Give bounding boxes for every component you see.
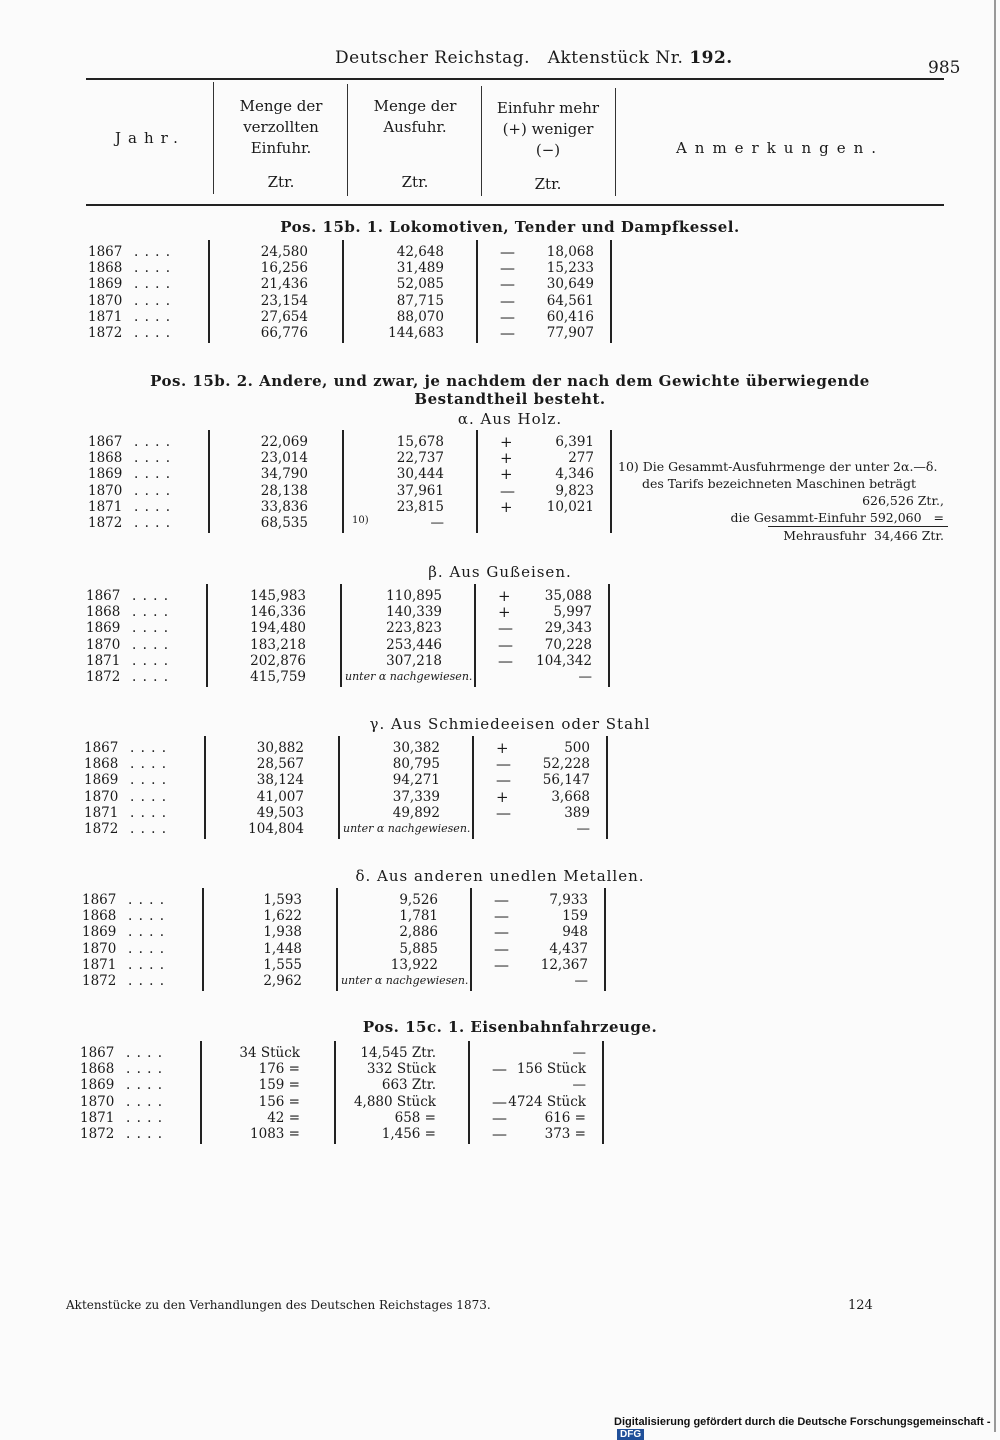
import-cell: 49,503: [256, 804, 304, 821]
year-cell: 1867: [88, 434, 123, 450]
table-row: [0, 483, 1000, 499]
year-cell: 1870: [82, 940, 117, 957]
scan-edge: [994, 0, 996, 1432]
section-heading-15c1: Pos. 15c. 1. Eisenbahnfahrzeuge.: [362, 1018, 658, 1036]
year-cell: 1868: [80, 1061, 115, 1078]
difference-cell: 35,088: [544, 588, 592, 604]
year-cell: 1868: [86, 604, 121, 621]
running-head: [0, 48, 1000, 78]
export-cell: 23,815: [396, 498, 444, 515]
leader-dots: . . . .: [134, 515, 172, 531]
export-cell: 42,648: [396, 244, 444, 260]
import-cell: 159 =: [258, 1077, 300, 1094]
col-year-header: Jahr.: [115, 129, 185, 147]
header-bottom-rule: [86, 204, 944, 206]
export-cell: 88,070: [396, 308, 444, 325]
year-cell: 1872: [80, 1126, 115, 1142]
leader-dots: . . . .: [134, 260, 172, 277]
leader-dots: . . . .: [130, 756, 168, 773]
footer-left: Aktenstücke zu den Verhandlungen des Deutschen Reichstages 1873.: [66, 1298, 491, 1312]
sign-cell: —: [492, 1108, 507, 1127]
leader-dots: . . . .: [132, 588, 170, 604]
import-cell: 183,218: [250, 636, 306, 653]
import-cell: 194,480: [250, 620, 306, 637]
table-row: [0, 604, 1000, 620]
col-diff-header: Einfuhr mehr (+) weniger (−): [496, 99, 600, 159]
import-cell: 1,593: [263, 892, 302, 908]
table-row: [0, 434, 1000, 450]
year-cell: 1868: [84, 756, 119, 773]
export-cell: 52,085: [396, 276, 444, 293]
import-cell: 34 Stück: [239, 1045, 300, 1061]
export-cell: 15,678: [396, 434, 444, 450]
col-remarks-header: Anmerkungen.: [675, 139, 885, 157]
leader-dots: . . . .: [128, 940, 166, 957]
difference-cell: 52,228: [542, 756, 590, 773]
difference-cell: 15,233: [546, 260, 594, 277]
difference-cell: 389: [564, 804, 590, 821]
difference-cell: 104,342: [536, 652, 592, 669]
leader-dots: . . . .: [130, 740, 168, 756]
year-cell: 1868: [88, 260, 123, 277]
subheading-beta: β. Aus Gußeisen.: [428, 563, 572, 581]
export-cell: 110,895: [386, 588, 442, 604]
sign-cell: —: [498, 651, 513, 670]
leader-dots: . . . .: [126, 1061, 164, 1078]
table-top-rule: [86, 78, 944, 80]
table-row: [0, 450, 1000, 466]
sign-cell: —: [500, 481, 515, 500]
leader-dots: . . . .: [134, 292, 172, 309]
leader-dots: . . . .: [132, 620, 170, 637]
table-row: [0, 244, 1000, 260]
import-cell: 104,804: [248, 821, 304, 837]
leader-dots: . . . .: [134, 308, 172, 325]
import-cell: 66,776: [260, 325, 308, 341]
table-row: [0, 1045, 1000, 1061]
import-cell: 38,124: [256, 772, 304, 789]
import-cell: 1083 =: [250, 1126, 300, 1142]
year-cell: 1871: [88, 498, 123, 515]
year-cell: 1872: [88, 515, 123, 531]
year-cell: 1867: [80, 1045, 115, 1061]
export-cell: 30,382: [392, 740, 440, 756]
leader-dots: . . . .: [126, 1126, 164, 1142]
leader-dots: . . . .: [128, 973, 166, 989]
leader-dots: . . . .: [134, 498, 172, 515]
export-cell: —: [430, 515, 444, 531]
year-cell: 1867: [82, 892, 117, 908]
sign-cell: —: [500, 243, 515, 261]
year-cell: 1870: [88, 482, 123, 499]
table-row: [0, 293, 1000, 309]
year-cell: 1871: [88, 308, 123, 325]
leader-dots: . . . .: [128, 956, 166, 973]
digitization-text: Digitalisierung gefördert durch die Deutsche Forschungsgemeinschaft -: [614, 1416, 991, 1428]
difference-cell: 29,343: [544, 620, 592, 637]
year-cell: 1870: [80, 1093, 115, 1110]
leader-dots: . . . .: [130, 788, 168, 805]
col-export-unit: Ztr.: [401, 173, 429, 191]
year-cell: 1868: [82, 908, 117, 925]
year-cell: 1869: [86, 620, 121, 637]
table-row: [0, 499, 1000, 515]
difference-cell: —: [576, 821, 590, 837]
section-heading-15b1: Pos. 15b. 1. Lokomotiven, Tender und Dampfkessel.: [280, 218, 740, 236]
sign-cell: —: [500, 291, 515, 310]
table-row: [0, 309, 1000, 325]
dfg-logo: DFG: [617, 1429, 644, 1440]
import-cell: 28,567: [256, 756, 304, 773]
sign-cell: +: [500, 433, 513, 451]
footnote-line-2: des Tarifs bezeichneten Maschinen beträgt: [642, 476, 916, 491]
import-cell: 176 =: [258, 1061, 300, 1078]
year-cell: 1872: [86, 669, 121, 685]
year-cell: 1871: [84, 804, 119, 821]
year-cell: 1871: [82, 956, 117, 973]
table-row: [0, 957, 1000, 973]
leader-dots: . . . .: [126, 1045, 164, 1061]
import-cell: 16,256: [260, 260, 308, 277]
import-cell: 145,983: [250, 588, 306, 604]
leader-dots: . . . .: [132, 636, 170, 653]
sign-cell: —: [494, 923, 509, 942]
year-cell: 1871: [80, 1109, 115, 1126]
year-cell: 1872: [88, 325, 123, 341]
table-row: [0, 637, 1000, 653]
table-row: [0, 789, 1000, 805]
export-cell: 31,489: [396, 260, 444, 277]
leader-dots: . . . .: [130, 772, 168, 789]
import-cell: 146,336: [250, 604, 306, 621]
export-cell: 1,456 =: [381, 1126, 436, 1142]
year-cell: 1870: [88, 292, 123, 309]
sign-cell: +: [500, 497, 513, 516]
import-cell: 30,882: [256, 740, 304, 756]
col-import-unit: Ztr.: [267, 173, 295, 191]
header-divider-1: [213, 82, 214, 194]
year-cell: 1870: [86, 636, 121, 653]
sign-cell: —: [500, 324, 515, 342]
leader-dots: . . . .: [130, 804, 168, 821]
export-cell: 332 Stück: [366, 1061, 436, 1078]
sign-cell: +: [496, 787, 509, 806]
table-row: [0, 821, 1000, 837]
export-cell: 22,737: [396, 450, 444, 467]
page-number: 985: [928, 58, 961, 78]
table-row: [0, 1061, 1000, 1077]
difference-cell: 9,823: [555, 482, 594, 499]
difference-cell: 156 Stück: [516, 1061, 586, 1078]
year-cell: 1870: [84, 788, 119, 805]
leader-dots: . . . .: [130, 821, 168, 837]
sign-cell: —: [494, 907, 509, 926]
import-cell: 41,007: [256, 788, 304, 805]
table-row: [0, 620, 1000, 636]
sign-cell: —: [492, 1092, 507, 1111]
difference-cell: 70,228: [544, 636, 592, 653]
export-cell: 87,715: [396, 292, 444, 309]
import-cell: 21,436: [260, 276, 308, 293]
export-cell: unter α nachgewiesen.: [341, 974, 469, 987]
leader-dots: . . . .: [134, 450, 172, 467]
leader-dots: . . . .: [128, 892, 166, 908]
subheading-alpha: α. Aus Holz.: [457, 410, 563, 428]
import-cell: 24,580: [260, 244, 308, 260]
difference-cell: 6,391: [555, 434, 594, 450]
table-row: [0, 669, 1000, 685]
export-cell: 49,892: [392, 804, 440, 821]
year-cell: 1869: [80, 1077, 115, 1094]
export-cell: 4,880 Stück: [353, 1093, 436, 1110]
difference-cell: —: [574, 973, 588, 989]
export-cell: 30,444: [396, 466, 444, 483]
year-cell: 1867: [86, 588, 121, 604]
subheading-delta: δ. Aus anderen unedlen Metallen.: [355, 867, 645, 885]
sign-cell: —: [492, 1125, 507, 1143]
export-cell: 307,218: [386, 652, 442, 669]
export-cell: 663 Ztr.: [381, 1077, 436, 1094]
col-diff-unit: Ztr.: [534, 175, 562, 193]
leader-dots: . . . .: [134, 482, 172, 499]
table-row: [0, 588, 1000, 604]
header-divider-3: [481, 86, 482, 196]
table-row: [0, 772, 1000, 788]
export-cell: 658 =: [394, 1109, 436, 1126]
export-cell: 253,446: [386, 636, 442, 653]
footnote-import-label: die Gesammt-Einfuhr: [730, 510, 866, 525]
year-cell: 1872: [84, 821, 119, 837]
import-cell: 1,622: [263, 908, 302, 925]
leader-dots: . . . .: [126, 1109, 164, 1126]
export-cell: unter α nachgewiesen.: [343, 822, 471, 835]
footnote-import-value: 592,060: [869, 510, 922, 525]
import-cell: 415,759: [250, 669, 306, 685]
difference-cell: 3,668: [551, 788, 590, 805]
difference-cell: 4,346: [555, 466, 594, 483]
import-cell: 27,654: [260, 308, 308, 325]
difference-cell: 12,367: [540, 956, 588, 973]
footer-page-number: 124: [848, 1298, 873, 1313]
table-row: [0, 515, 1000, 531]
export-cell: 37,961: [396, 482, 444, 499]
document-number: 192.: [689, 48, 733, 68]
table-row: [0, 1077, 1000, 1093]
year-cell: 1869: [88, 276, 123, 293]
year-cell: 1869: [82, 924, 117, 941]
import-cell: 23,154: [260, 292, 308, 309]
export-cell: 13,922: [390, 956, 438, 973]
difference-cell: 64,561: [546, 292, 594, 309]
leader-dots: . . . .: [134, 276, 172, 293]
import-cell: 22,069: [260, 434, 308, 450]
footnote-surplus-label: Mehrausfuhr: [783, 528, 867, 543]
leader-dots: . . . .: [134, 244, 172, 260]
table-row: [0, 1126, 1000, 1142]
import-cell: 28,138: [260, 482, 308, 499]
export-cell: 223,823: [386, 620, 442, 637]
leader-dots: . . . .: [132, 604, 170, 621]
leader-dots: . . . .: [134, 466, 172, 483]
sign-cell: +: [496, 739, 509, 757]
export-cell: 1,781: [399, 908, 438, 925]
footnote-line-1: Die Gesammt-Ausfuhrmenge der unter 2α.—δ.: [642, 459, 938, 474]
title-left: Deutscher Reichstag.: [335, 48, 530, 68]
import-cell: 1,938: [263, 924, 302, 941]
difference-cell: 56,147: [542, 772, 590, 789]
export-cell: unter α nachgewiesen.: [345, 670, 473, 683]
table-row: [0, 756, 1000, 772]
table-row: [0, 1094, 1000, 1110]
import-cell: 202,876: [250, 652, 306, 669]
table-row: [0, 276, 1000, 292]
table-row: [0, 1110, 1000, 1126]
difference-cell: 616 =: [544, 1109, 586, 1126]
footnote-total-export: 626,526 Ztr.,: [862, 493, 944, 508]
export-cell: 9,526: [399, 892, 438, 908]
sign-cell: +: [500, 465, 513, 484]
difference-cell: 4724 Stück: [508, 1093, 586, 1110]
export-cell: 144,683: [388, 325, 444, 341]
difference-cell: 277: [568, 450, 594, 467]
table-row: [0, 653, 1000, 669]
import-cell: 42 =: [267, 1109, 300, 1126]
sign-cell: —: [500, 275, 515, 294]
import-cell: 2,962: [263, 973, 302, 989]
import-cell: 1,448: [263, 940, 302, 957]
year-cell: 1867: [84, 740, 119, 756]
difference-cell: 5,997: [553, 604, 592, 621]
difference-cell: —: [572, 1077, 586, 1094]
sign-cell: +: [500, 449, 513, 468]
table-row: [0, 973, 1000, 989]
sign-cell: +: [498, 587, 511, 605]
import-cell: 1,555: [263, 956, 302, 973]
leader-dots: . . . .: [132, 652, 170, 669]
difference-cell: 18,068: [546, 244, 594, 260]
difference-cell: 30,649: [546, 276, 594, 293]
sign-cell: —: [500, 307, 515, 326]
year-cell: 1869: [84, 772, 119, 789]
leader-dots: . . . .: [134, 325, 172, 341]
export-cell: 14,545 Ztr.: [360, 1045, 436, 1061]
section-heading-15b2: Pos. 15b. 2. Andere, und zwar, je nachdem der nach dem Gewichte überwiegende Bestandtheil besteht.: [150, 372, 870, 408]
sign-cell: +: [498, 603, 511, 622]
footnote-mark: 10): [618, 459, 639, 474]
difference-cell: 159: [562, 908, 588, 925]
sign-cell: —: [498, 635, 513, 654]
table-row: [0, 325, 1000, 341]
table-row: [0, 740, 1000, 756]
table-row: [0, 908, 1000, 924]
difference-cell: 4,437: [549, 940, 588, 957]
footnote-surplus-value: 34,466 Ztr.: [874, 528, 944, 543]
header-divider-2: [347, 84, 348, 196]
table-row: [0, 260, 1000, 276]
import-cell: 34,790: [260, 466, 308, 483]
difference-cell: 77,907: [546, 325, 594, 341]
difference-cell: 500: [564, 740, 590, 756]
footnote-reference: 10): [352, 515, 369, 526]
digitization-notice: [614, 1416, 1000, 1440]
export-cell: 94,271: [392, 772, 440, 789]
import-cell: 23,014: [260, 450, 308, 467]
year-cell: 1867: [88, 244, 123, 260]
export-cell: 37,339: [392, 788, 440, 805]
leader-dots: . . . .: [132, 669, 170, 685]
sign-cell: —: [494, 891, 509, 909]
difference-cell: 10,021: [546, 498, 594, 515]
sign-cell: —: [496, 755, 511, 774]
difference-cell: 373 =: [544, 1126, 586, 1142]
subheading-gamma: γ. Aus Schmiedeeisen oder Stahl: [369, 715, 651, 733]
sign-cell: —: [496, 803, 511, 822]
import-cell: 33,836: [260, 498, 308, 515]
col-import-header: Menge der verzollten Einfuhr.: [239, 97, 323, 157]
sign-cell: —: [492, 1060, 507, 1079]
header-divider-4: [615, 88, 616, 196]
import-cell: 68,535: [260, 515, 308, 531]
footnote-import-unit: =: [933, 510, 944, 525]
table-row: [0, 924, 1000, 940]
import-cell: 156 =: [258, 1093, 300, 1110]
title-right: Aktenstück Nr.: [547, 48, 684, 68]
difference-cell: —: [578, 669, 592, 685]
leader-dots: . . . .: [126, 1077, 164, 1094]
year-cell: 1868: [88, 450, 123, 467]
leader-dots: . . . .: [128, 908, 166, 925]
sign-cell: —: [494, 955, 509, 974]
sign-cell: —: [498, 619, 513, 638]
export-cell: 140,339: [386, 604, 442, 621]
col-export-header: Menge der Ausfuhr.: [373, 97, 457, 136]
leader-dots: . . . .: [134, 434, 172, 450]
export-cell: 2,886: [399, 924, 438, 941]
sign-cell: —: [500, 259, 515, 278]
year-cell: 1869: [88, 466, 123, 483]
table-row: [0, 892, 1000, 908]
sign-cell: —: [494, 939, 509, 958]
table-row: [0, 466, 1000, 482]
leader-dots: . . . .: [126, 1093, 164, 1110]
leader-dots: . . . .: [128, 924, 166, 941]
table-row: [0, 941, 1000, 957]
year-cell: 1872: [82, 973, 117, 989]
export-cell: 5,885: [399, 940, 438, 957]
difference-cell: 7,933: [549, 892, 588, 908]
sign-cell: —: [496, 771, 511, 790]
export-cell: 80,795: [392, 756, 440, 773]
table-row: [0, 805, 1000, 821]
difference-cell: —: [572, 1045, 586, 1061]
difference-cell: 60,416: [546, 308, 594, 325]
year-cell: 1871: [86, 652, 121, 669]
difference-cell: 948: [562, 924, 588, 941]
document-title: [335, 48, 733, 68]
